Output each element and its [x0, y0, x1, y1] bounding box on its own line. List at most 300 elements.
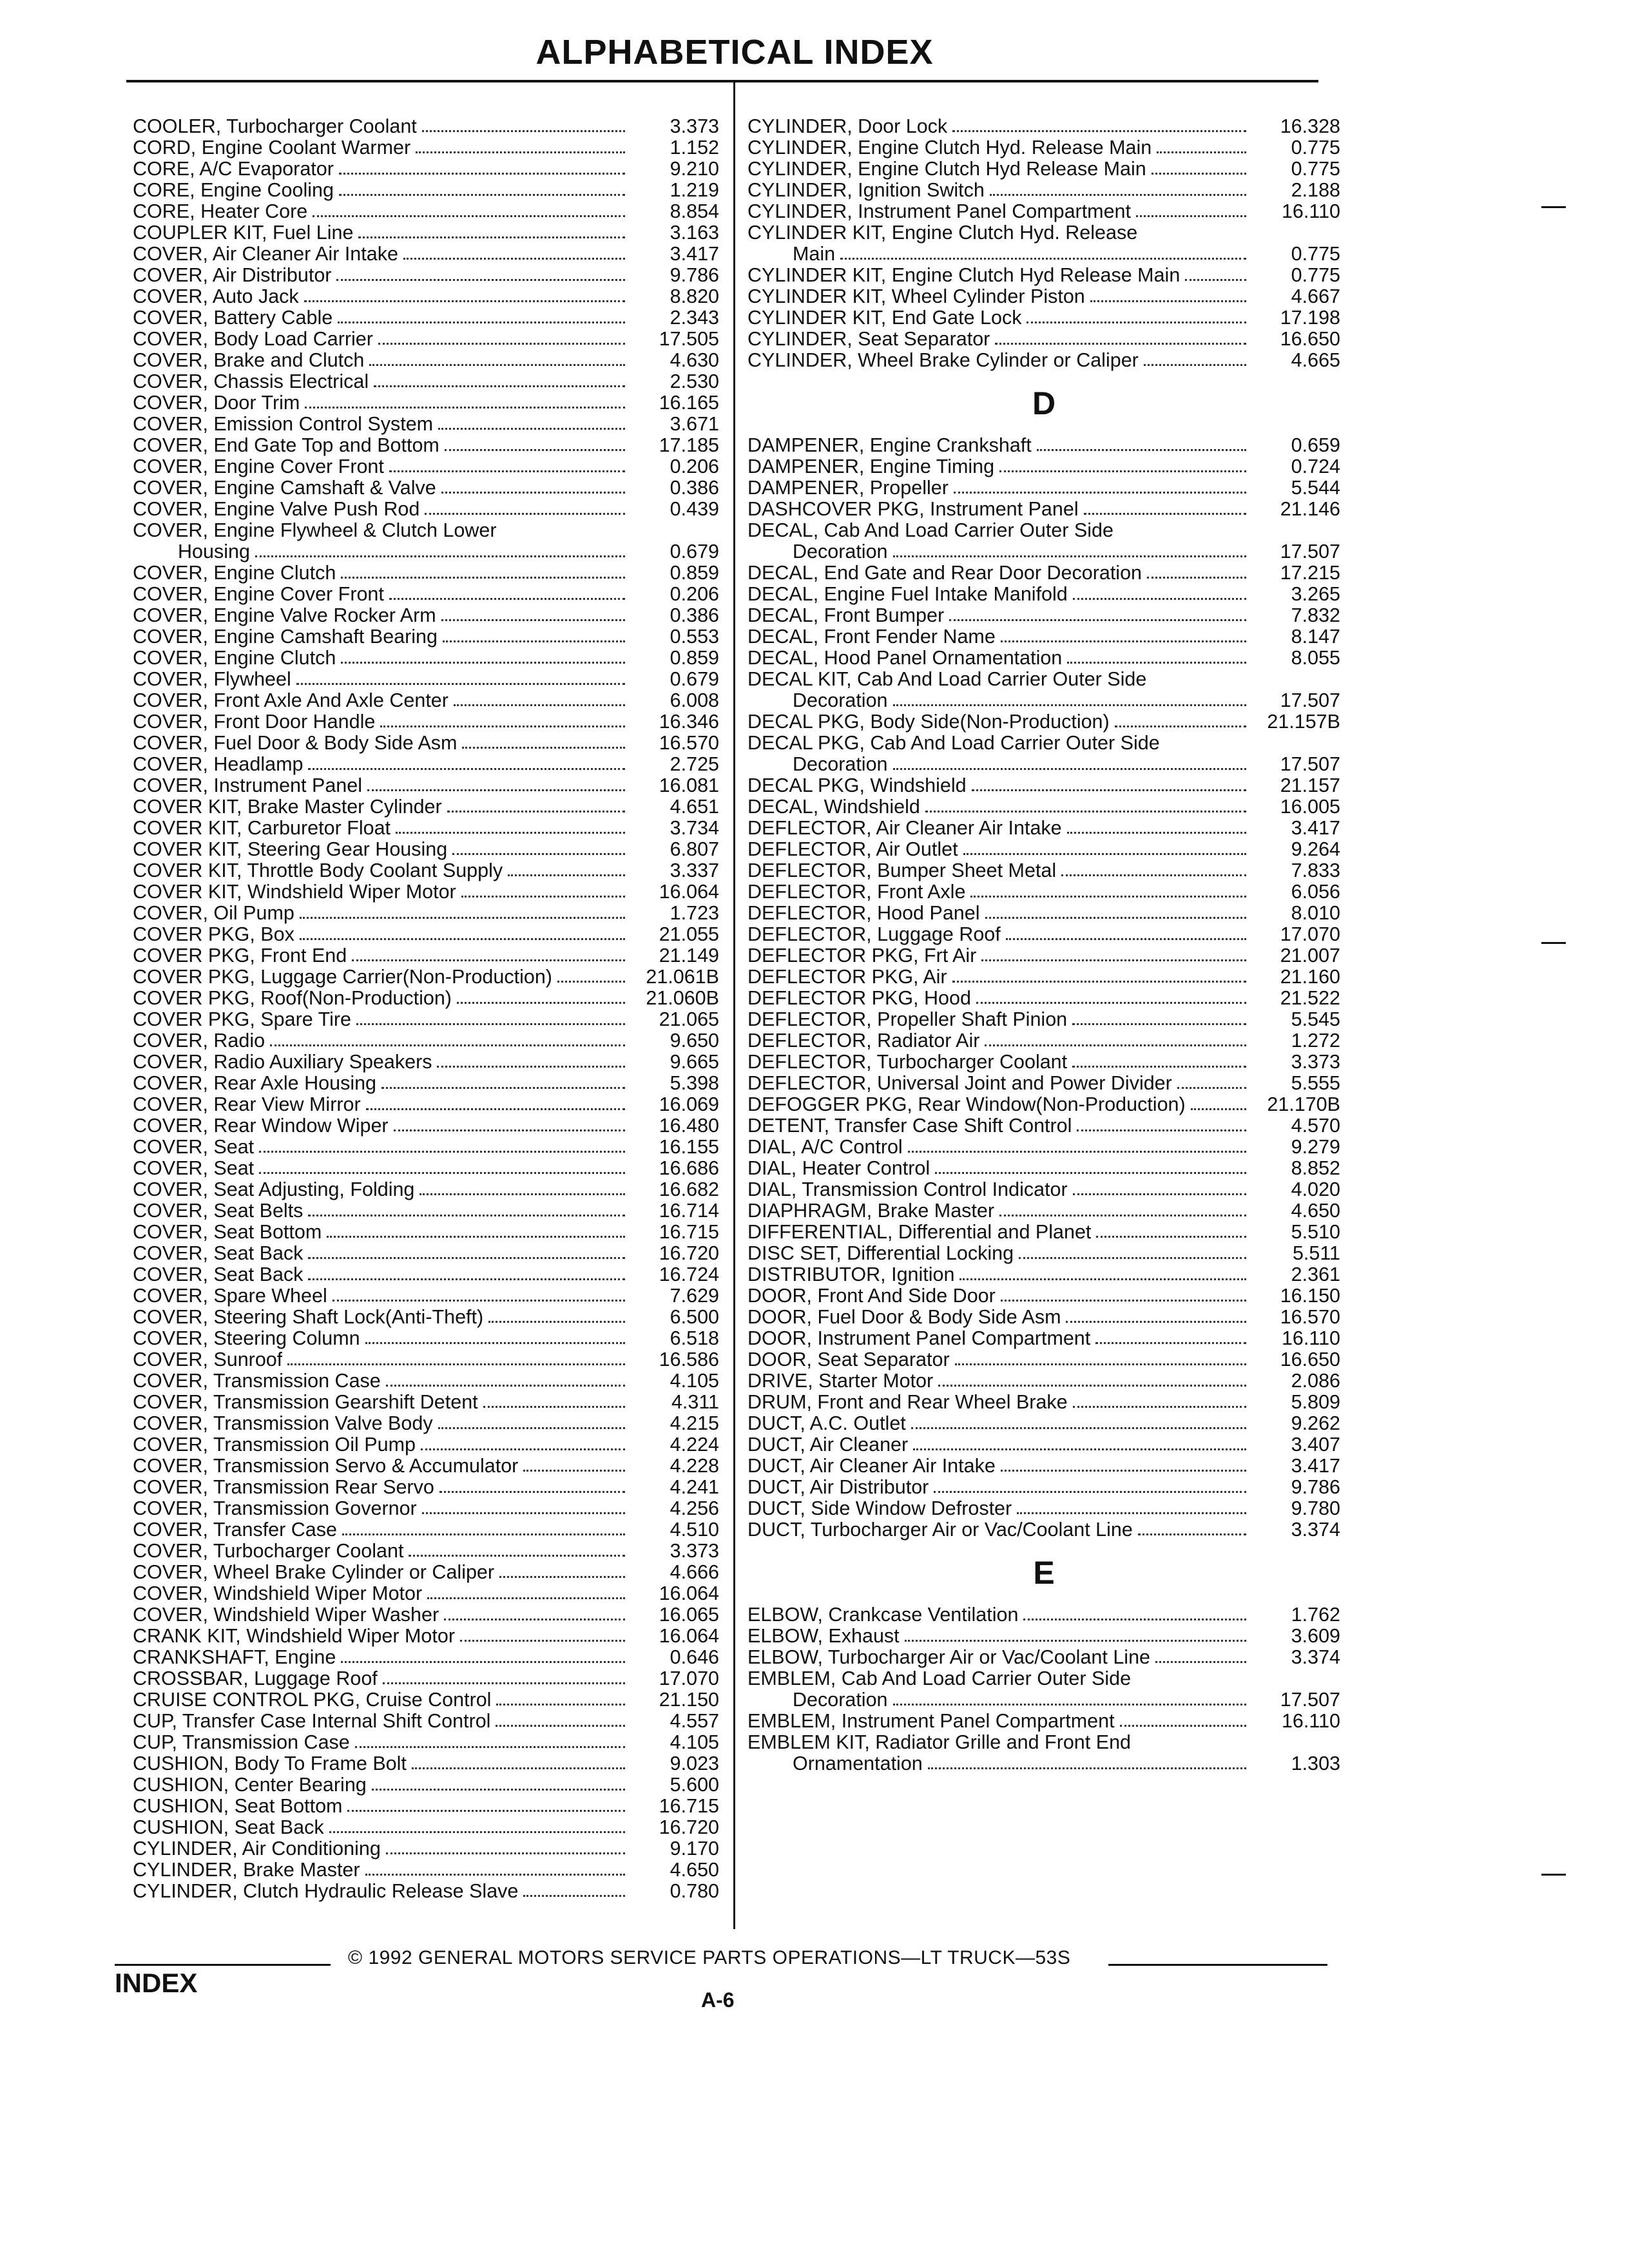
- index-entry-name: DISTRIBUTOR, Ignition: [747, 1264, 955, 1285]
- index-entry-name: Decoration: [793, 1689, 888, 1711]
- index-entry: [133, 1881, 719, 1902]
- dot-leader: [1090, 300, 1246, 302]
- index-entry-page: 21.170B: [1267, 1093, 1340, 1115]
- dot-leader: [367, 789, 625, 791]
- index-entry-name: COVER, Fuel Door & Body Side Asm: [133, 733, 458, 754]
- index-entry: [747, 988, 1340, 1009]
- dot-leader: [381, 1087, 625, 1089]
- index-entry-name: DEFLECTOR PKG, Hood: [747, 988, 971, 1009]
- index-entry: [133, 1519, 719, 1541]
- index-entry: [133, 350, 719, 371]
- index-entry-name: COVER, Engine Clutch: [133, 648, 336, 669]
- index-entry: [747, 1200, 1340, 1222]
- index-entry: [747, 818, 1340, 839]
- index-entry-name: COVER, Engine Cover Front: [133, 584, 384, 605]
- index-entry: [133, 860, 719, 881]
- index-entry-name: COVER, Front Door Handle: [133, 711, 376, 733]
- index-entry-name: DISC SET, Differential Locking: [747, 1243, 1014, 1264]
- section-d: [747, 435, 1340, 1541]
- index-entry-name: DEFOGGER PKG, Rear Window(Non-Production): [747, 1094, 1186, 1115]
- dot-leader: [1001, 1300, 1246, 1302]
- index-entry-page: 16.682: [659, 1178, 719, 1200]
- dot-leader: [287, 1363, 625, 1365]
- index-entry: [747, 860, 1340, 881]
- index-entry-page: 0.775: [1291, 264, 1340, 286]
- index-entry-name: COVER, Headlamp: [133, 754, 304, 775]
- dot-leader: [338, 322, 625, 323]
- dot-leader: [1061, 874, 1246, 876]
- index-entry-page: 3.374: [1291, 1646, 1340, 1668]
- index-entry-name: DEFLECTOR, Propeller Shaft Pinion: [747, 1009, 1068, 1030]
- index-entry-name: CUSHION, Seat Back: [133, 1817, 324, 1838]
- dot-leader: [1001, 640, 1246, 642]
- index-entry-page: 3.671: [670, 413, 719, 435]
- index-entry-page: 16.570: [659, 732, 719, 754]
- index-entry: [747, 796, 1340, 818]
- index-entry-page: 1.762: [1291, 1604, 1340, 1626]
- index-entry-page: 0.646: [670, 1646, 719, 1668]
- index-entry-page: 3.417: [670, 243, 719, 265]
- index-entry-name: COVER, Instrument Panel: [133, 775, 362, 796]
- index-entry-page: 4.105: [670, 1370, 719, 1392]
- index-entry-name: DECAL PKG, Cab And Load Carrier Outer Side: [747, 733, 1160, 754]
- index-entry-name: COVER, Seat Back: [133, 1243, 304, 1264]
- index-entry: [747, 499, 1340, 520]
- dot-leader: [374, 385, 625, 387]
- index-entry-page: 9.786: [670, 264, 719, 286]
- index-entry: [747, 1285, 1340, 1307]
- index-entry-name: ELBOW, Exhaust: [747, 1626, 900, 1647]
- index-entry-name: Main: [793, 244, 836, 265]
- index-column-right: [747, 116, 1340, 1774]
- index-entry-page: 16.480: [659, 1115, 719, 1137]
- index-entry: [133, 1307, 719, 1328]
- index-entry-name: CUP, Transmission Case: [133, 1732, 350, 1753]
- index-entry-page: 7.629: [670, 1285, 719, 1307]
- index-entry: [747, 1264, 1340, 1285]
- index-entry-name: COVER, Windshield Wiper Motor: [133, 1583, 423, 1604]
- index-entry: [133, 988, 719, 1009]
- index-entry-name: COVER, Air Distributor: [133, 265, 332, 286]
- index-entry: [747, 1477, 1340, 1498]
- index-entry: [133, 244, 719, 265]
- dot-leader: [483, 1406, 625, 1408]
- dot-leader: [985, 1044, 1246, 1046]
- index-entry: [133, 1796, 719, 1817]
- index-entry-page: 2.188: [1291, 179, 1340, 201]
- index-entry-page: 2.725: [670, 753, 719, 775]
- dot-leader: [1072, 1066, 1246, 1068]
- index-entry: [747, 648, 1340, 669]
- index-entry-page: 21.007: [1280, 945, 1340, 966]
- dot-leader: [416, 151, 625, 153]
- page-number: A-6: [701, 1988, 735, 2012]
- index-entry-name: COVER, Transmission Servo & Accumulator: [133, 1456, 519, 1477]
- dot-leader: [908, 1151, 1246, 1153]
- index-entry-name: DEFLECTOR, Bumper Sheet Metal: [747, 860, 1057, 881]
- index-entry-page: 2.343: [670, 307, 719, 329]
- index-entry-page: 6.518: [670, 1327, 719, 1349]
- index-entry: [133, 881, 719, 903]
- dot-leader: [365, 1874, 625, 1876]
- dot-leader: [427, 1597, 625, 1599]
- index-entry-name: COVER, Transmission Governor: [133, 1498, 417, 1519]
- index-entry: [133, 1243, 719, 1264]
- dot-leader: [461, 896, 625, 898]
- index-entry-name: CYLINDER KIT, Engine Clutch Hyd. Release: [747, 222, 1138, 244]
- index-entry-page: 4.667: [1291, 285, 1340, 307]
- index-entry: [133, 1434, 719, 1456]
- index-entry-name: DOOR, Fuel Door & Body Side Asm: [747, 1307, 1061, 1328]
- index-entry-name: DUCT, Air Cleaner Air Intake: [747, 1456, 996, 1477]
- index-entry: [747, 456, 1340, 477]
- index-entry-page: 7.833: [1291, 860, 1340, 881]
- index-entry-name: DUCT, Side Window Defroster: [747, 1498, 1012, 1519]
- index-entry-page: 1.152: [670, 137, 719, 159]
- index-entry: [747, 1158, 1340, 1179]
- index-entry-name: DRUM, Front and Rear Wheel Brake: [747, 1392, 1068, 1413]
- index-entry-page: 8.055: [1291, 647, 1340, 669]
- index-entry: [747, 520, 1340, 541]
- index-entry: [747, 626, 1340, 648]
- index-entry: [747, 1689, 1340, 1711]
- index-entry-name: DIAPHRAGM, Brake Master: [747, 1200, 995, 1222]
- index-entry-page: 16.069: [659, 1093, 719, 1115]
- dot-leader: [394, 1129, 625, 1131]
- index-entry-name: COVER, Transmission Case: [133, 1370, 381, 1392]
- index-entry-page: 3.265: [1291, 583, 1340, 605]
- dot-leader: [409, 1555, 625, 1557]
- dot-leader: [976, 1002, 1246, 1004]
- index-entry-page: 0.859: [670, 647, 719, 669]
- dot-leader: [1006, 938, 1246, 940]
- index-entry-page: 3.734: [670, 817, 719, 839]
- index-entry-name: COVER PKG, Spare Tire: [133, 1009, 351, 1030]
- dot-leader: [419, 1193, 625, 1195]
- index-entry-page: 2.361: [1291, 1264, 1340, 1285]
- index-entry-page: 8.852: [1291, 1157, 1340, 1179]
- index-entry: [133, 818, 719, 839]
- dot-leader: [437, 1066, 625, 1068]
- index-entry: [747, 1328, 1340, 1349]
- index-entry-page: 5.510: [1291, 1221, 1340, 1243]
- index-entry-page: 21.522: [1280, 987, 1340, 1009]
- dot-leader: [333, 1300, 625, 1302]
- dot-leader: [389, 470, 625, 472]
- index-entry-page: 17.507: [1280, 1689, 1340, 1711]
- dot-leader: [341, 1661, 625, 1663]
- index-entry: [133, 201, 719, 222]
- index-entry: [133, 520, 719, 541]
- index-entry-page: 0.679: [670, 541, 719, 562]
- dot-leader: [341, 662, 625, 664]
- dot-leader: [1144, 364, 1246, 366]
- dot-leader: [300, 938, 625, 940]
- index-entry-page: 16.005: [1280, 796, 1340, 818]
- index-entry: [133, 1604, 719, 1626]
- index-entry-name: CROSSBAR, Luggage Roof: [133, 1668, 378, 1689]
- index-entry: [133, 1732, 719, 1753]
- index-entry-page: 21.065: [659, 1008, 719, 1030]
- index-entry: [133, 1711, 719, 1732]
- index-entry: [747, 562, 1340, 584]
- index-entry: [747, 1647, 1340, 1668]
- index-entry-name: COVER, Rear View Mirror: [133, 1094, 361, 1115]
- index-entry-name: DASHCOVER PKG, Instrument Panel: [747, 499, 1079, 520]
- index-entry: [133, 307, 719, 329]
- index-entry: [133, 796, 719, 818]
- index-entry-name: COVER, Transfer Case: [133, 1519, 337, 1541]
- index-entry-name: DEFLECTOR, Luggage Roof: [747, 924, 1001, 945]
- index-entry-name: EMBLEM, Instrument Panel Compartment: [747, 1711, 1115, 1732]
- dot-leader: [1027, 322, 1246, 323]
- index-entry-page: 9.786: [1291, 1476, 1340, 1498]
- index-entry-page: 16.724: [659, 1264, 719, 1285]
- index-entry-name: DEFLECTOR, Hood Panel: [747, 903, 980, 924]
- index-entry: [747, 1413, 1340, 1434]
- dot-leader: [447, 811, 625, 812]
- index-entry-page: 5.809: [1291, 1391, 1340, 1413]
- dot-leader: [1073, 598, 1246, 600]
- dot-leader: [396, 832, 625, 834]
- index-entry-page: 3.374: [1291, 1519, 1340, 1541]
- index-entry-name: DEFLECTOR PKG, Air: [747, 966, 947, 988]
- dot-leader: [949, 619, 1246, 621]
- index-column-left: [133, 116, 719, 1902]
- index-entry: [133, 1137, 719, 1158]
- index-entry-name: COVER KIT, Throttle Body Coolant Supply: [133, 860, 503, 881]
- index-entry-name: COVER, Transmission Gearshift Detent: [133, 1392, 478, 1413]
- index-entry: [133, 669, 719, 690]
- index-entry-page: 9.264: [1291, 838, 1340, 860]
- index-entry-page: 9.650: [670, 1030, 719, 1052]
- dot-leader: [893, 768, 1247, 770]
- index-entry-name: COVER, Seat Belts: [133, 1200, 304, 1222]
- index-entry-name: CORE, A/C Evaporator: [133, 159, 334, 180]
- index-entry-name: CYLINDER, Ignition Switch: [747, 180, 985, 201]
- index-entry-page: 3.609: [1291, 1625, 1340, 1647]
- index-entry: [133, 329, 719, 350]
- index-entry-name: CYLINDER, Engine Clutch Hyd. Release Main: [747, 137, 1152, 159]
- index-entry-name: Ornamentation: [793, 1753, 923, 1774]
- index-entry-page: 2.530: [670, 370, 719, 392]
- dot-leader: [365, 1342, 625, 1344]
- dot-leader: [421, 1448, 625, 1450]
- dot-leader: [443, 640, 625, 642]
- dot-leader: [327, 1236, 625, 1238]
- index-entry: [133, 1370, 719, 1392]
- dot-leader: [970, 896, 1246, 898]
- index-entry-name: DECAL KIT, Cab And Load Carrier Outer Side: [747, 669, 1147, 690]
- dot-leader: [1120, 1725, 1246, 1727]
- index-entry-name: CORE, Engine Cooling: [133, 180, 334, 201]
- index-entry-name: COVER, Steering Shaft Lock(Anti-Theft): [133, 1307, 484, 1328]
- index-entry-name: COVER, Flywheel: [133, 669, 291, 690]
- dot-leader: [308, 1215, 625, 1216]
- index-entry-name: CYLINDER, Seat Separator: [747, 329, 990, 350]
- dot-leader: [1019, 1257, 1246, 1259]
- index-entry: [747, 329, 1340, 350]
- index-entry-name: COVER, Turbocharger Coolant: [133, 1541, 404, 1562]
- index-entry-name: DECAL, Front Bumper: [747, 605, 945, 626]
- index-entry: [747, 924, 1340, 945]
- dot-leader: [999, 470, 1246, 472]
- index-entry: [133, 903, 719, 924]
- dot-leader: [300, 917, 625, 919]
- index-entry-name: DEFLECTOR, Radiator Air: [747, 1030, 980, 1052]
- index-entry-name: DOOR, Instrument Panel Compartment: [747, 1328, 1091, 1349]
- dot-leader: [893, 555, 1247, 557]
- header-rule: [126, 80, 1318, 82]
- index-entry: [747, 669, 1340, 690]
- index-entry-name: DAMPENER, Engine Crankshaft: [747, 435, 1032, 456]
- index-entry: [133, 626, 719, 648]
- index-entry-page: 4.215: [670, 1412, 719, 1434]
- dot-leader: [1067, 662, 1246, 664]
- index-entry: [747, 1392, 1340, 1413]
- dot-leader: [840, 258, 1246, 260]
- dot-leader: [355, 1746, 625, 1748]
- index-entry-page: 16.110: [1281, 1327, 1340, 1349]
- column-divider: [733, 80, 735, 1929]
- index-entry: [747, 477, 1340, 499]
- index-entry: [133, 1817, 719, 1838]
- index-entry: [747, 881, 1340, 903]
- index-entry-name: CUP, Transfer Case Internal Shift Control: [133, 1711, 491, 1732]
- index-entry: [133, 1774, 719, 1796]
- index-entry: [747, 435, 1340, 456]
- index-entry-page: 16.346: [659, 711, 719, 733]
- index-entry: [747, 711, 1340, 733]
- dot-leader: [523, 1895, 625, 1897]
- index-entry: [747, 1115, 1340, 1137]
- index-entry-page: 4.557: [670, 1710, 719, 1732]
- dot-leader: [955, 1363, 1246, 1365]
- index-entry-page: 21.146: [1280, 498, 1340, 520]
- index-entry-name: COVER, Door Trim: [133, 392, 300, 414]
- index-entry-page: 16.328: [1280, 115, 1340, 137]
- dot-leader: [1185, 279, 1246, 281]
- dot-leader: [438, 1427, 625, 1429]
- index-entry-name: CYLINDER, Engine Clutch Hyd Release Main: [747, 159, 1146, 180]
- index-entry-name: COVER, Seat Adjusting, Folding: [133, 1179, 415, 1200]
- index-entry-page: 16.081: [659, 774, 719, 796]
- index-entry-name: DUCT, A.C. Outlet: [747, 1413, 906, 1434]
- index-entry-name: ELBOW, Turbocharger Air or Vac/Coolant Line: [747, 1647, 1150, 1668]
- index-entry-name: COVER, Front Axle And Axle Center: [133, 690, 448, 711]
- index-entry-page: 5.544: [1291, 477, 1340, 499]
- index-entry-page: 16.064: [659, 881, 719, 903]
- dot-leader: [1073, 1193, 1246, 1195]
- index-entry: [747, 690, 1340, 711]
- index-entry-page: 0.775: [1291, 158, 1340, 180]
- index-entry-page: 17.070: [1280, 923, 1340, 945]
- dot-leader: [383, 1682, 625, 1684]
- index-entry-page: 16.686: [659, 1157, 719, 1179]
- index-entry: [747, 286, 1340, 307]
- dot-leader: [523, 1470, 625, 1472]
- index-entry-page: 9.279: [1291, 1136, 1340, 1158]
- index-entry-page: 4.665: [1291, 349, 1340, 371]
- dot-leader: [1152, 173, 1246, 175]
- index-entry-page: 21.061B: [646, 966, 719, 988]
- dot-leader: [386, 1852, 625, 1854]
- dot-leader: [557, 981, 625, 983]
- index-entry: [747, 605, 1340, 626]
- dot-leader: [339, 173, 625, 175]
- index-entry: [133, 711, 719, 733]
- index-entry-page: 0.386: [670, 604, 719, 626]
- index-entry-name: COVER, Transmission Valve Body: [133, 1413, 433, 1434]
- dot-leader: [342, 1533, 625, 1535]
- index-entry-page: 4.650: [670, 1859, 719, 1881]
- index-entry-page: 4.666: [670, 1561, 719, 1583]
- index-entry-name: CYLINDER, Brake Master: [133, 1860, 360, 1881]
- index-entry-name: COVER, Air Cleaner Air Intake: [133, 244, 398, 265]
- index-entry-page: 16.714: [659, 1200, 719, 1222]
- index-entry: [133, 775, 719, 796]
- index-entry: [747, 1732, 1340, 1753]
- dot-leader: [959, 1278, 1246, 1280]
- index-entry-name: COVER, Battery Cable: [133, 307, 333, 329]
- index-entry-name: COVER, Engine Cover Front: [133, 456, 384, 477]
- index-entry-page: 0.206: [670, 583, 719, 605]
- index-entry-page: 16.650: [1280, 328, 1340, 350]
- index-entry: [133, 1647, 719, 1668]
- dot-leader: [1017, 1512, 1246, 1514]
- index-entry: [133, 1626, 719, 1647]
- index-entry: [133, 371, 719, 392]
- index-entry: [133, 1179, 719, 1200]
- index-entry: [747, 1626, 1340, 1647]
- dot-leader: [378, 343, 625, 345]
- dot-leader: [460, 1640, 625, 1642]
- index-entry-name: CYLINDER, Door Lock: [747, 116, 948, 137]
- dot-leader: [380, 726, 625, 727]
- footer-rule-right: [1108, 1964, 1327, 1966]
- index-entry: [747, 1094, 1340, 1115]
- index-entry-page: 21.157: [1280, 774, 1340, 796]
- index-entry-name: EMBLEM KIT, Radiator Grille and Front End: [747, 1732, 1131, 1753]
- index-entry-page: 21.157B: [1267, 711, 1340, 733]
- index-entry-name: COVER, Engine Valve Rocker Arm: [133, 605, 436, 626]
- dot-leader: [352, 959, 625, 961]
- dot-leader: [913, 1448, 1246, 1450]
- index-entry-name: DAMPENER, Engine Timing: [747, 456, 995, 477]
- index-entry-page: 17.507: [1280, 689, 1340, 711]
- index-entry: [133, 1009, 719, 1030]
- index-entry: [133, 1264, 719, 1285]
- index-entry: [747, 1668, 1340, 1689]
- index-entry-page: 16.155: [659, 1136, 719, 1158]
- index-entry-page: 1.219: [670, 179, 719, 201]
- index-entry-name: DETENT, Transfer Case Shift Control: [747, 1115, 1072, 1137]
- index-entry-name: Decoration: [793, 754, 888, 775]
- index-entry: [133, 1030, 719, 1052]
- index-entry-page: 4.311: [671, 1391, 719, 1413]
- index-entry: [747, 244, 1340, 265]
- dot-leader: [452, 853, 625, 855]
- index-entry: [747, 903, 1340, 924]
- dot-leader: [972, 789, 1246, 791]
- index-entry-page: 16.715: [659, 1221, 719, 1243]
- index-entry-page: 16.570: [1280, 1306, 1340, 1328]
- dot-leader: [1077, 1129, 1246, 1131]
- index-entry-page: 6.056: [1291, 881, 1340, 903]
- dot-leader: [422, 1512, 625, 1514]
- index-entry-name: COVER, Body Load Carrier: [133, 329, 373, 350]
- index-entry: [747, 201, 1340, 222]
